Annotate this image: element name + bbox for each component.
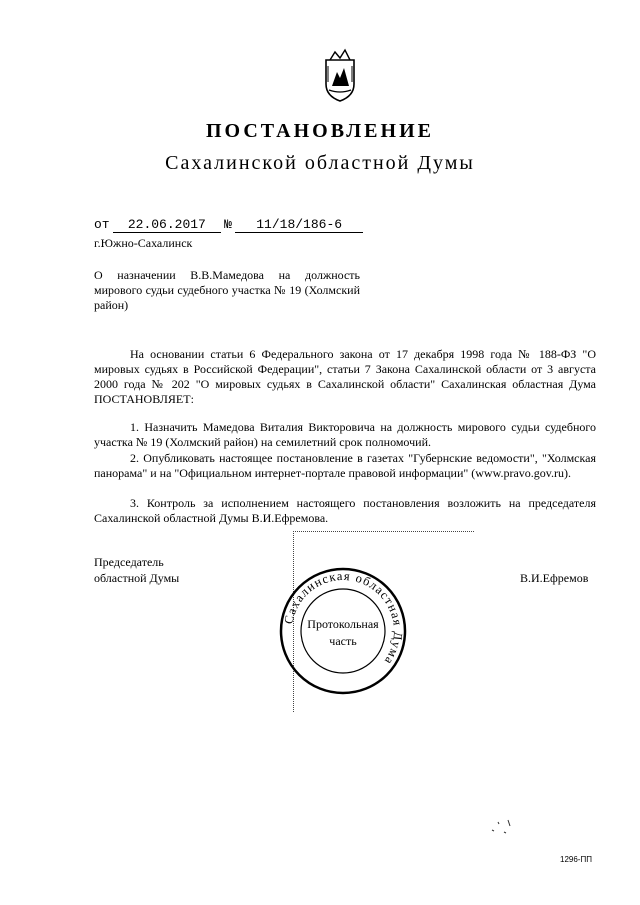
date-prefix: от xyxy=(94,217,110,232)
number-prefix: № xyxy=(224,217,232,232)
document-date: 22.06.2017 xyxy=(113,217,221,233)
stamp-ring-textpath: Сахалинская областная Дума xyxy=(281,568,406,668)
resolution-item-2: 2. Опубликовать настоящее постановление в газетах "Губернские ведомости", "Холмская панорама" и на "Официальном интернет-портале правовой информации" (www.pravo.gov.ru). xyxy=(94,451,596,480)
signer-name: В.И.Ефремов xyxy=(520,571,589,585)
signer-title xyxy=(94,554,179,586)
document-title: ПОСТАНОВЛЕНИЕ xyxy=(206,120,434,142)
document-subject: О назначении В.В.Мамедова на должность мирового судьи судебного участка № 19 (Холмский район) xyxy=(94,268,360,312)
document-code: 1296-ПП xyxy=(560,855,592,864)
date-number-line xyxy=(94,216,363,233)
resolution-item-3: 3. Контроль за исполнением настоящего постановления возложить на председателя Сахалинской областной Думы В.И.Ефремова. xyxy=(94,496,596,525)
official-stamp xyxy=(278,566,408,696)
basis-paragraph: На основании статьи 6 Федерального закона от 17 декабря 1998 года № 188-ФЗ "О мировых судьях в Российской Федерации", статьи 7 Закона Сахалинской области от 3 августа 2000 года № 202 "О мировых судьях в Сахалинской области" Сахалинская областная Дума ПОСТАНОВЛЯЕТ: xyxy=(94,347,596,406)
stamp-center-line-2: часть xyxy=(329,634,357,648)
scan-marks xyxy=(490,818,520,838)
signer-title-line-2: областной Думы xyxy=(94,571,180,585)
document-number: 11/18/186-6 xyxy=(235,217,363,233)
document-subtitle: Сахалинской областной Думы xyxy=(165,152,475,174)
resolution-item-1: 1. Назначить Мамедова Виталия Викторовича на должность мирового судьи судебного участка № 19 (Холмский район) на семилетний срок полномочий. xyxy=(94,420,596,449)
stamp-center-line-1: Протокольная xyxy=(307,617,379,631)
coat-of-arms-icon xyxy=(323,46,357,102)
city: г.Южно-Сахалинск xyxy=(94,236,193,250)
signer-title-line-1: Председатель xyxy=(94,555,164,569)
